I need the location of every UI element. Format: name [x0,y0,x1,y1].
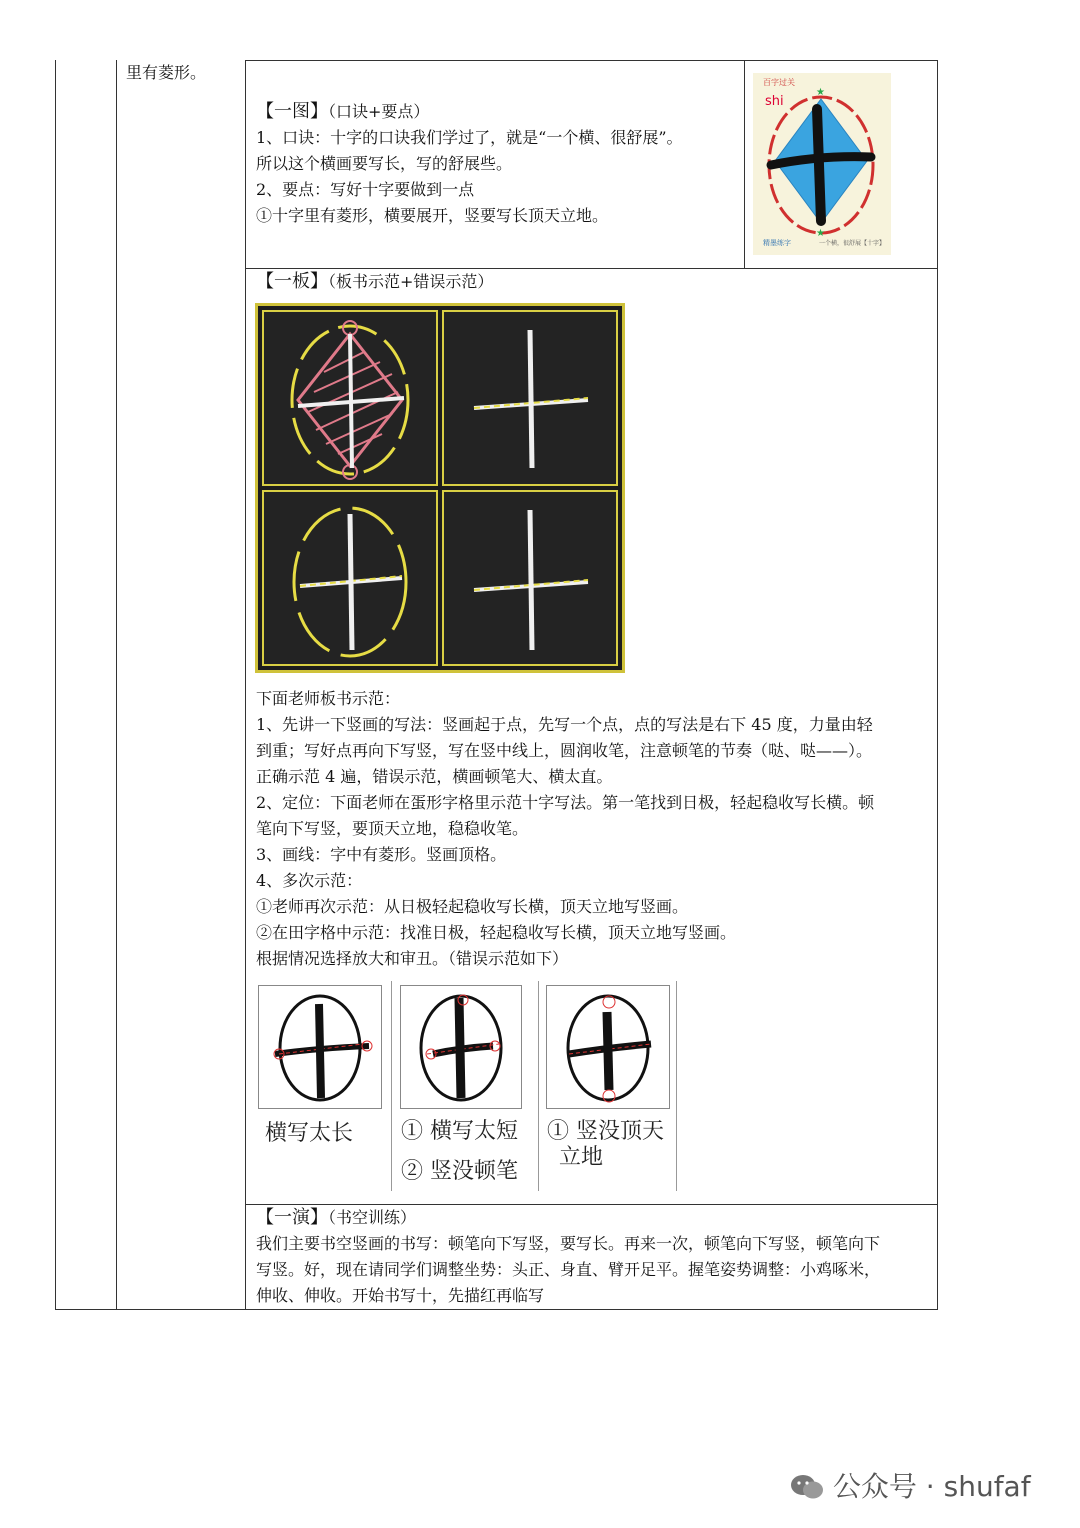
row-divider-top [245,60,937,61]
column-divider-1 [116,60,117,1309]
watermark [790,1465,1031,1505]
text-line: 笔向下写竖，要顶天立地，稳稳收笔。 [256,819,529,838]
board-panel-ellipse [262,490,438,666]
shu-stroke [817,109,821,221]
section-yiban-heading [256,269,493,295]
section-heading: 【一演】 [256,1207,328,1228]
card-pinyin: shi [765,94,784,109]
text-line: 1、口诀：十字的口诀我们学过了，就是“一个横、很舒展”。 [256,128,683,147]
section-yiban-body [256,686,874,972]
card-footer-right: 一个横，很舒展【十字】 [819,240,886,247]
character-card-image [753,73,891,255]
star-icon: ★ [816,87,825,98]
blackboard-photo [255,303,625,673]
image-cell-divider [744,60,745,268]
text-line: 2、定位：下面老师在蛋形字格里示范十字写法。第一笔找到日极，轻起稳收写长横。顿 [256,793,875,812]
text-line: 下面老师板书示范： [256,689,401,708]
card-footer-left: 精墨练字 [763,239,791,247]
card-header: 百字过关 [763,78,795,87]
text-line: 到重；写好点再向下写竖，写在竖中线上，圆润收笔，注意顿笔的节奏（哒、哒——）。 [256,741,873,760]
text-line: 我们主要书空竖画的书写：顿笔向下写竖，要写长。再来一次，顿笔向下写竖，顿笔向下 [256,1234,881,1253]
board-panel-plain-2 [442,490,618,666]
section-yiyan [256,1205,880,1309]
error-divider [538,981,539,1191]
text-line: 1、先讲一下竖画的写法：竖画起于点，先写一个点，点的写法是右下 45 度，力量由轻 [256,715,873,734]
text-line: ②在田字格中示范：找准日极，轻起稳收写长横，顶天立地写竖画。 [256,923,737,942]
error-divider [676,981,677,1191]
error-example-2-image [400,985,522,1109]
text-line: 根据情况选择放大和审丑。（错误示范如下） [256,949,569,968]
character-card-drawing [753,73,891,255]
section-heading: 【一图】 [256,101,328,122]
error-example-3-caption: ① 竖没顶天 [547,1119,664,1144]
watermark-text: 公众号 · shufaf [832,1470,1031,1503]
error-example-2-caption: ② 竖没顿笔 [401,1159,518,1184]
error-divider [391,981,392,1191]
error-example-1-caption: 横写太长 [265,1121,354,1146]
text-line: ①十字里有菱形，横要展开，竖要写长顶天立地。 [256,206,609,225]
text-line: 2、要点：写好十字要做到一点 [256,180,475,199]
section-subheading: （书空训练） [328,1208,417,1227]
left-cell-text: 里有菱形。 [126,63,207,82]
section-subheading: （板书示范+错误示范） [328,272,494,291]
text-line: 正确示范 4 遍，错误示范，横画顿笔大、横太直。 [256,767,613,786]
wechat-icon [790,1474,824,1500]
text-line: 4、多次示范： [256,871,363,890]
star-icon: ★ [816,228,825,239]
section-heading: 【一板】 [256,271,328,292]
error-example-2-caption: ① 横写太短 [401,1119,518,1144]
text-line: 伸收、伸收。开始书写十，先描红再临写 [256,1286,545,1305]
board-panel-diamond [262,310,438,486]
text-line: ①老师再次示范：从日极轻起稳收写长横，顶天立地写竖画。 [256,897,689,916]
text-line: 所以这个横画要写长，写的舒展些。 [256,154,513,173]
text-line: 写竖。好，现在请同学们调整坐势：头正、身直、臂开足平。握笔姿势调整：小鸡啄米， [256,1260,881,1279]
error-example-1-image [258,985,382,1109]
section-subheading: （口诀+要点） [328,102,430,121]
text-line: 3、画线：字中有菱形。竖画顶格。 [256,845,507,864]
column-divider-2 [245,60,246,1309]
error-examples [255,981,677,1193]
error-example-3-caption: 立地 [559,1145,604,1170]
board-panel-plain-1 [442,310,618,486]
section-yitu [256,99,683,229]
error-example-3-image [546,985,670,1109]
